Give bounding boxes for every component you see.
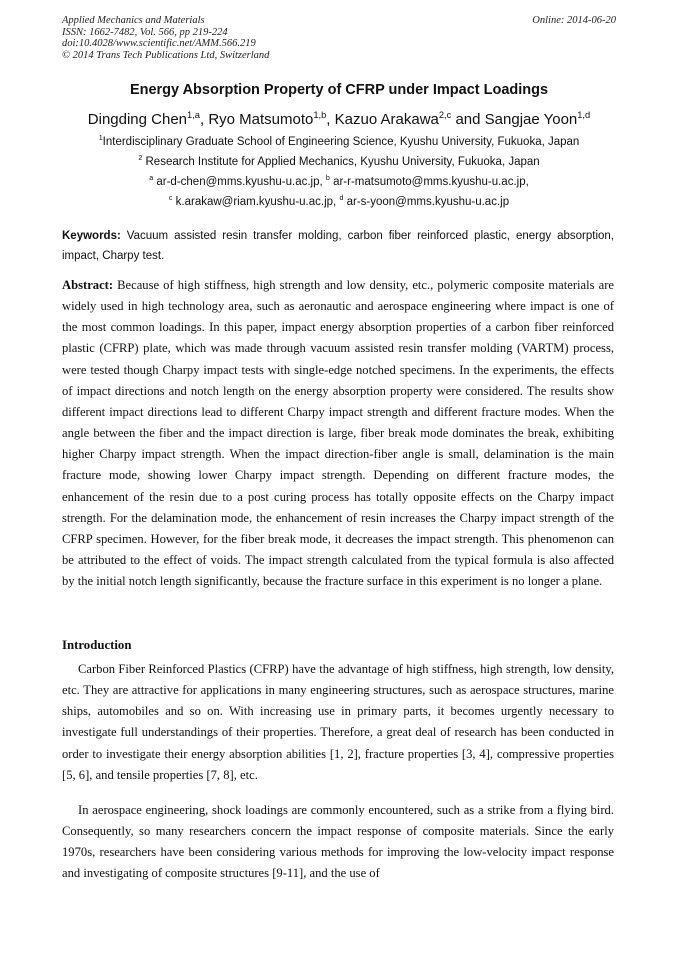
affiliation-superscript: 2 (138, 154, 143, 163)
author-separator: , (199, 111, 209, 128)
email-superscript: a (149, 174, 154, 183)
abstract-label: Abstract: (62, 278, 114, 292)
author-name: Dingding Chen (87, 111, 188, 128)
author-name: Sangjae Yoon (484, 111, 578, 128)
email-line-2 (0, 196, 678, 208)
author-separator: , (326, 111, 335, 128)
author-superscript: 1,b (313, 110, 327, 120)
author-superscript: 1,a (187, 110, 200, 120)
keywords-label: Keywords: (62, 230, 121, 242)
introduction-paragraph-1: Carbon Fiber Reinforced Plastics (CFRP) have the advantage of high stiffness, high strength, low density, etc. They are attractive for applications in many engineering structures, such as aerospace structures, marine ships, automobiles and so on. With increasing use in primary parts, it becomes urgently necessary to investigate full understandings of their properties. Therefore, a great deal of research has been conducted in order to investigate their energy absorption abilities [1, 2], fracture properties [3, 4], compressive properties [5, 6], and tensile properties [7, 8], etc. (62, 662, 614, 782)
author-superscript: 2,c (438, 110, 452, 120)
affiliation-superscript: 1 (98, 134, 103, 143)
journal-header (62, 15, 269, 61)
email-address: k.arakaw@riam.kyushu-u.ac.jp, (172, 196, 340, 208)
abstract-section (62, 275, 614, 592)
email-line-1 (0, 176, 678, 188)
email-address: ar-s-yoon@mms.kyushu-u.ac.jp (343, 196, 510, 208)
issn-line: ISSN: 1662-7482, Vol. 566, pp 219-224 (62, 26, 228, 38)
email-superscript: b (325, 174, 330, 183)
email-address: ar-d-chen@mms.kyushu-u.ac.jp, (153, 176, 326, 188)
affiliation-2 (0, 156, 678, 168)
affiliation-text: Research Institute for Applied Mechanics, Kyushu University, Fukuoka, Japan (142, 156, 540, 168)
doi-line: doi:10.4028/www.scientific.net/AMM.566.219 (62, 38, 256, 49)
author-superscript: 1,d (577, 110, 591, 120)
paper-title: Energy Absorption Property of CFRP under Impact Loadings (129, 82, 549, 98)
author-name: Kazuo Arakawa (334, 111, 439, 128)
keywords-text: Vacuum assisted resin transfer molding, carbon fiber reinforced plastic, energy absorption, impact, Charpy test. (62, 230, 614, 262)
author-list (0, 111, 678, 128)
introduction-heading: Introduction (62, 638, 132, 652)
journal-name: Applied Mechanics and Materials (62, 15, 205, 26)
email-superscript: c (168, 194, 173, 203)
abstract-text: Because of high stiffness, high strength and low density, etc., polymeric composite materials are widely used in high technology area, such as aeronautic and aerospace engineering where impact is one of the most common loadings. In this paper, impact energy absorption properties of a carbon fiber reinforced plastic (CFRP) plate, which was made through vacuum assisted resin transfer molding (VARTM) process, were tested though Charpy impact tests with single-edge notched specimens. In the experiments, the effects of impact directions and notch length on the energy absorption property were considered. The results show different impact directions lead to different Charpy impact strength and different fracture modes. When the angle between the fiber and the impact direction is large, fiber break mode dominates the break, exhibiting higher Charpy impact strength. When the impact direction-fiber angle is small, delamination is the main fracture mode, showing lower Charpy impact strength. Depending on different fracture modes, the enhancement of the resin due to a post curing process has totally opposite effects on the Charpy impact strength. For the delamination mode, the enhancement of resin increases the Charpy impact strength of the CFRP specimen. However, for the fiber break mode, it decreases the impact strength. This phenomenon can be attributed to the effect of voids. The impact strength calculated from the typical formula is also affected by the initial notch length significantly, because the fracture surface in this experiment is no longer a plane. (62, 278, 614, 589)
affiliation-1 (0, 136, 678, 148)
introduction-paragraph-2: In aerospace engineering, shock loadings are commonly encountered, such as a strike from a flying bird. Consequently, so many researchers concern the impact response of composite materials. Since the early 1970s, researchers have been considering various methods for improving the low-velocity impact response and investigating of composite structures [9-11], and the use of (62, 803, 614, 881)
copyright-line: © 2014 Trans Tech Publications Ltd, Switzerland (62, 49, 270, 61)
author-name: Ryo Matsumoto (208, 111, 314, 128)
email-address: ar-r-matsumoto@mms.kyushu-u.ac.jp, (329, 176, 529, 188)
email-superscript: d (339, 194, 344, 203)
affiliation-text: Interdisciplinary Graduate School of Engineering Science, Kyushu University, Fukuoka, Japan (102, 136, 580, 148)
author-separator: and (451, 111, 485, 128)
online-date: Online: 2014-06-20 (532, 15, 616, 26)
keywords-section (62, 227, 614, 266)
